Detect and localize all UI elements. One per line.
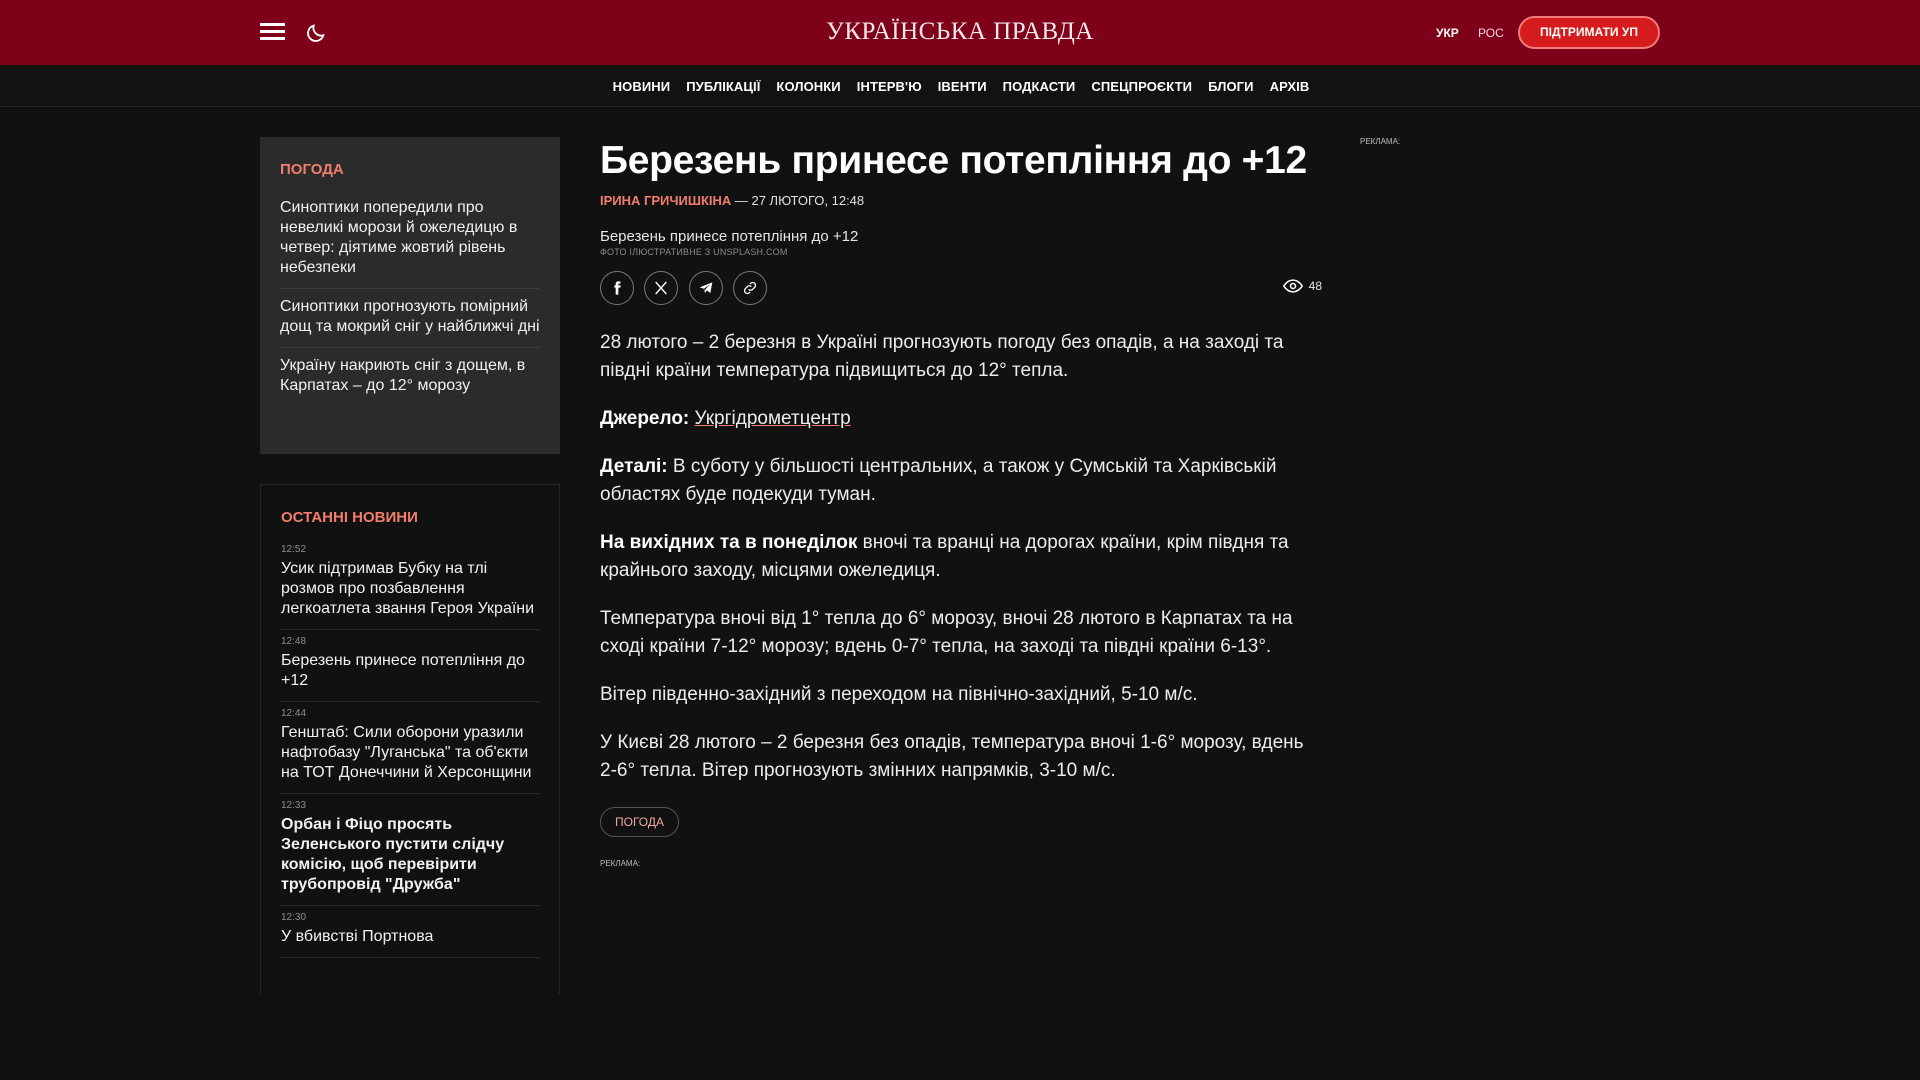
- moon-icon[interactable]: [305, 22, 327, 44]
- eye-icon: [1283, 279, 1303, 293]
- nav-item-news[interactable]: НОВИНИ: [612, 78, 671, 94]
- latest-news-box: [260, 484, 560, 994]
- weekend-paragraph: [600, 529, 1322, 585]
- nav-item-specprojects[interactable]: СПЕЦПРОЄКТИ: [1091, 78, 1193, 94]
- article: [600, 137, 1322, 868]
- news-item[interactable]: [281, 630, 539, 702]
- source-paragraph: [600, 405, 1322, 433]
- author-link[interactable]: ІРИНА ГРИЧИШКІНА: [600, 193, 732, 208]
- lang-ros[interactable]: РОС: [1478, 26, 1504, 40]
- news-title[interactable]: Усик підтримав Бубку на тлі розмов про позбавлення легкоатлета звання Героя України: [281, 560, 535, 617]
- source-label: Джерело:: [600, 408, 690, 429]
- news-time: 12:48: [281, 636, 307, 647]
- ad-label: РЕКЛАМА:: [600, 859, 641, 868]
- nav-item-podcasts[interactable]: ПОДКАСТИ: [1002, 78, 1076, 94]
- publish-date: — 27 ЛЮТОГО, 12:48: [731, 193, 865, 208]
- news-time: 12:44: [281, 708, 307, 719]
- nav-item-interview[interactable]: ІНТЕРВ'Ю: [856, 78, 922, 94]
- weather-item[interactable]: Синоптики прогнозують помірний дощ та мокрий сніг у найближчі дні: [280, 289, 540, 348]
- article-paragraph: 28 лютого – 2 березня в Україні прогнозують погоду без опадів, а на заході та півдні країни температура підвищиться до 12° тепла.: [600, 332, 1284, 381]
- right-ad-label: РЕКЛАМА:: [1360, 137, 1401, 146]
- news-item[interactable]: [281, 702, 539, 794]
- image-caption: ФОТО ІЛЮСТРАТИВНЕ З UNSPLASH.COM: [600, 247, 788, 257]
- menu-icon[interactable]: [260, 22, 285, 42]
- news-title[interactable]: Березень принесе потепління до +12: [281, 652, 525, 689]
- views-count: 48: [1308, 279, 1322, 293]
- nav-item-columns[interactable]: КОЛОНКИ: [776, 78, 841, 94]
- telegram-icon[interactable]: [689, 271, 723, 305]
- share-row: [600, 271, 1322, 307]
- main-nav: [0, 65, 1920, 107]
- facebook-icon[interactable]: [600, 271, 634, 305]
- weather-box: [260, 137, 560, 454]
- news-time: 12:33: [281, 800, 307, 811]
- weather-item[interactable]: Україну накриють сніг з дощем, в Карпатах – до 12° морозу: [280, 357, 526, 394]
- news-time: 12:52: [281, 544, 307, 555]
- weekend-label: На вихідних та в понеділок: [600, 532, 858, 553]
- article-headline: Березень принесе потепління до +12: [600, 139, 1307, 182]
- wind-paragraph: Вітер південно-західний з переходом на північно-західний, 5-10 м/с.: [600, 684, 1198, 705]
- tag-weather[interactable]: ПОГОДА: [600, 807, 679, 837]
- latest-news-title[interactable]: ОСТАННІ НОВИНИ: [281, 509, 418, 526]
- article-image: Березень принесе потепління до +12: [600, 228, 859, 245]
- weather-item[interactable]: Синоптики попередили про невеликі морози й ожеледицю в четвер: діятиме жовтий рівень небезпеки: [280, 190, 540, 289]
- views-counter: [1283, 279, 1322, 293]
- byline: [600, 193, 1322, 208]
- site-logo[interactable]: УКРАЇНСЬКА ПРАВДА: [826, 18, 1094, 45]
- details-paragraph: [600, 453, 1322, 509]
- news-item[interactable]: [281, 906, 539, 958]
- weather-box-title[interactable]: ПОГОДА: [280, 161, 344, 178]
- news-title[interactable]: Орбан і Фіцо просять Зеленського пустити слідчу комісію, щоб перевірити трубопровід "Дружба": [281, 816, 505, 893]
- support-button[interactable]: ПІДТРИМАТИ УП: [1518, 16, 1660, 49]
- kyiv-paragraph: У Києві 28 лютого – 2 березня без опадів, температура вночі 1-6° морозу, вдень 2-6° тепла. Вітер прогнозують змінних напрямків, 3-10 м/с.: [600, 732, 1304, 781]
- news-time: 12:30: [281, 912, 307, 923]
- news-item[interactable]: [281, 794, 539, 906]
- nav-item-blogs[interactable]: БЛОГИ: [1208, 78, 1254, 94]
- temperature-paragraph: Температура вночі від 1° тепла до 6° морозу, вночі 28 лютого в Карпатах та на сході країни 7-12° морозу; вдень 0-7° тепла, на заході та півдні країни 6-13°.: [600, 608, 1293, 657]
- source-link[interactable]: Укргідрометцентр: [694, 408, 851, 429]
- x-icon[interactable]: [644, 271, 678, 305]
- top-bar: [0, 0, 1920, 65]
- nav-item-events[interactable]: ІВЕНТИ: [937, 78, 987, 94]
- nav-item-publications[interactable]: ПУБЛІКАЦІЇ: [686, 78, 761, 94]
- details-text: В суботу у більшості центральних, а також у Сумській та Харківській областях буде подекуди туман.: [600, 456, 1277, 505]
- details-label: Деталі:: [600, 456, 668, 477]
- news-title[interactable]: У вбивстві Портнова: [281, 928, 434, 945]
- link-icon[interactable]: [733, 271, 767, 305]
- lang-ukr[interactable]: УКР: [1436, 26, 1459, 40]
- nav-item-archive[interactable]: АРХІВ: [1269, 78, 1310, 94]
- news-item[interactable]: [281, 538, 539, 630]
- weekend-text: вночі та вранці на дорогах країни, крім півдня та крайнього заходу, місцями ожеледиця.: [600, 532, 1289, 581]
- news-title[interactable]: Генштаб: Сили оборони уразили нафтобазу "Луганська" та об'єкти на ТОТ Донеччини й Херсонщини: [281, 724, 532, 781]
